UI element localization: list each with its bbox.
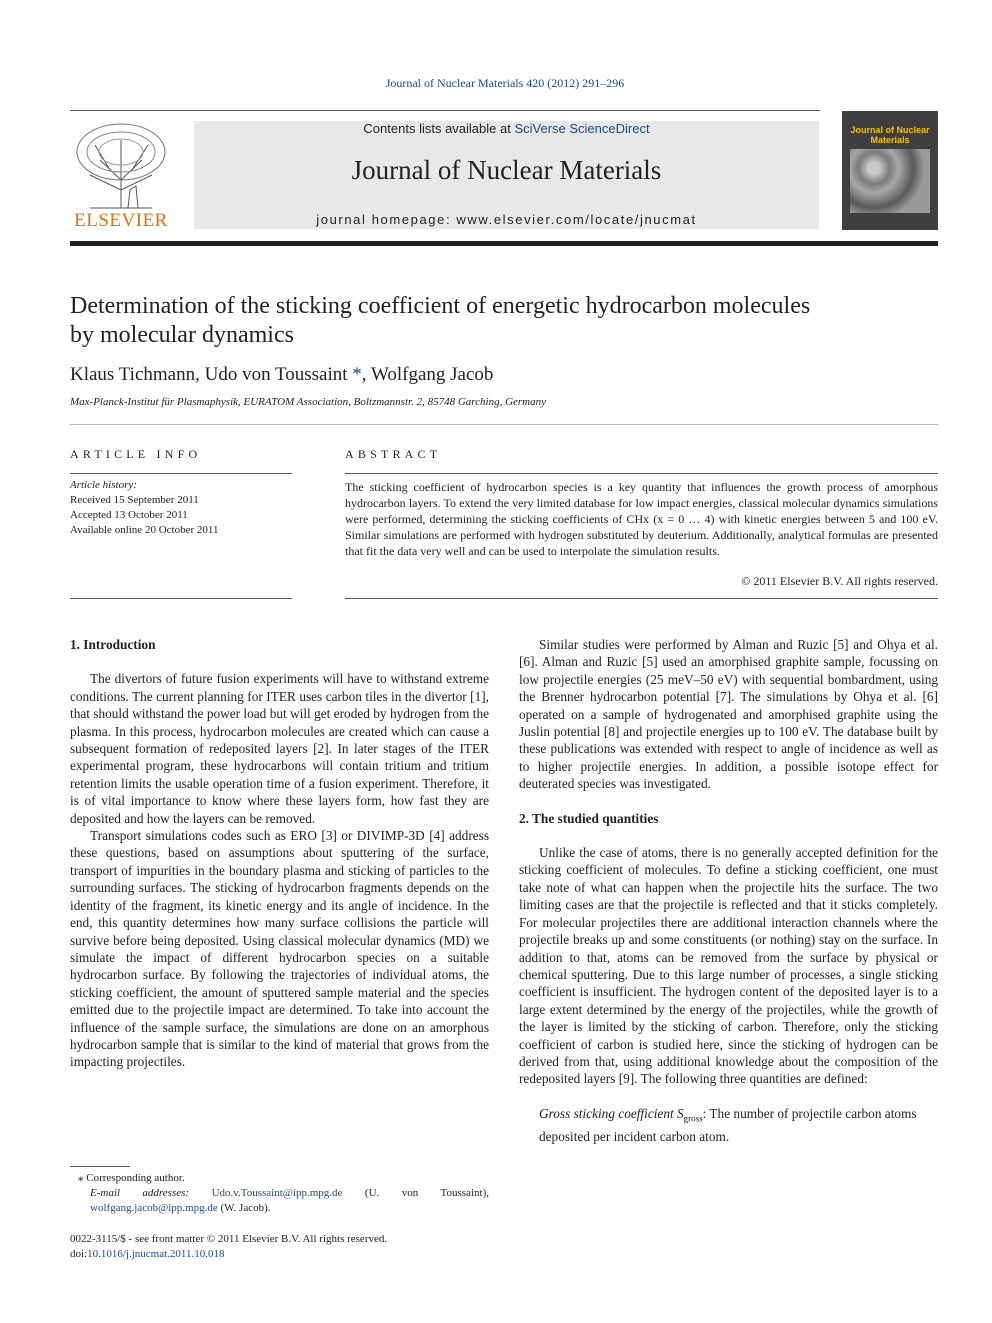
abstract-heading: ABSTRACT — [345, 447, 442, 461]
header-rule — [70, 110, 820, 111]
front-matter — [70, 1232, 387, 1262]
doi-link[interactable]: 10.1016/j.jnucmat.2011.10.018 — [87, 1248, 225, 1260]
issn-line: 0022-3115/$ - see front matter © 2011 Elsevier B.V. All rights reserved. — [70, 1233, 388, 1245]
online-date: Available online 20 October 2011 — [70, 524, 219, 536]
sciverse-link[interactable]: SciVerse ScienceDirect — [514, 121, 650, 136]
contents-line — [194, 121, 819, 136]
doi-line — [70, 1247, 387, 1262]
contents-prefix: Contents lists available at — [363, 121, 515, 136]
spacer — [70, 653, 489, 670]
email-name-jacob: (W. Jacob). — [217, 1202, 271, 1214]
definition-subscript: gross — [683, 1113, 703, 1124]
section-heading-introduction: 1. Introduction — [70, 637, 156, 652]
cover-title: Journal of Nuclear Materials — [850, 125, 930, 145]
received-date: Received 15 September 2011 — [70, 494, 199, 506]
definition-term: Gross sticking coefficient S — [539, 1105, 684, 1121]
journal-reference[interactable]: Journal of Nuclear Materials 420 (2012) 291–296 — [385, 76, 625, 90]
abstract-rule-bottom — [345, 598, 938, 599]
footnote — [70, 1171, 489, 1216]
email-link-jacob[interactable]: wolfgang.jacob@ipp.mpg.de — [90, 1202, 218, 1214]
body-right-column — [519, 636, 938, 1145]
definition-gross-sticking — [519, 1105, 938, 1145]
spacer — [519, 793, 938, 810]
email-name-toussaint: (U. von Toussaint), — [342, 1187, 489, 1199]
journal-homepage[interactable]: journal homepage: www.elsevier.com/locate/jnucmat — [316, 212, 697, 227]
spacer — [519, 827, 938, 844]
author-list — [70, 364, 493, 386]
email-label: E-mail addresses: — [90, 1187, 212, 1199]
email-link-toussaint[interactable]: Udo.v.Toussaint@ipp.mpg.de — [211, 1187, 343, 1199]
elsevier-wordmark: ELSEVIER — [74, 210, 168, 231]
corresponding-author-note: ⁎ Corresponding author. — [78, 1172, 185, 1184]
author-names-1: Klaus Tichmann, Udo von Toussaint — [70, 364, 353, 385]
corresponding-author-mark[interactable]: * — [352, 364, 362, 385]
footnote-rule — [70, 1166, 130, 1167]
section-heading-studied-quantities: 2. The studied quantities — [519, 810, 659, 826]
journal-banner — [194, 121, 819, 229]
email-line — [70, 1186, 489, 1216]
header-thick-rule — [70, 241, 938, 246]
abstract-text: The sticking coefficient of hydrocarbon species is a key quantity that influences the growth process of amorphous hydrocarbon layers. To extend the very limited database for low impact energies, classical molecular dynamics simulations were performed, determining the sticking coefficients of CHx (x = 0 … 4) with kinetic energies between 5 and 100 eV. Similar simulations are performed with hydrogen substituted by deuterium. Additionally, analytical formulas are presented that fit the data very well and can be used to interpolate the simulation results. — [345, 480, 938, 558]
accepted-date: Accepted 13 October 2011 — [70, 509, 188, 521]
article-info-heading: ARTICLE INFO — [70, 447, 202, 461]
paragraph: Transport simulations codes such as ERO [3] or DIVIMP-3D [4] address these questions, based on assumptions about sputtering of the surface, transport of impurities in the boundary plasma and sticking of particles to the surrounding surfaces. The sticking of hydrocarbon fragments depends on the identity of the fragment, its kinetic energy and its angle of incidence. In the end, this quantity determines how many surface collisions the particle will survive before being deposited. Using classical molecular dynamics (MD) we simulate the impact of different hydrocarbon species on a suitable hydrocarbon surface. By following the trajectories of individual atoms, the sticking coefficient, the amount of sputtered sample material and the species emitted due to the projectile impact are determined. To take into account the influence of the sample surface, the simulations are done on an amorphous hydrocarbon sample that is similar to the kind of material that grows from the impacting projectiles. — [70, 828, 489, 1070]
paragraph: Unlike the case of atoms, there is no generally accepted definition for the sticking coefficient of molecules. To define a sticking coefficient, one must take note of what can happen when the projectile hits the surface. The two limiting cases are that the projectile is reflected and that it sticks completely. For molecular projectiles there are additional interaction channels where the projectile breaks up and some constituents (or nothing) stay on the surface. In addition to that, atoms can be removed from the surface by physical or chemical sputtering. Due to this large number of processes, a single sticking coefficient is insufficient. The hydrogen content of the deposited layer is to a large extent determined by the energy of the projectiles, while the growth of the layer is limited by the sticking of carbon. Therefore, only the sticking coefficient of carbon is studied here, since the sticking of hydrogen can be derived from that, using additional knowledge about the composition of the redeposited layers [9]. The following three quantities are defined: — [519, 845, 938, 1087]
author-names-2: , Wolfgang Jacob — [361, 364, 494, 385]
divider — [70, 424, 938, 425]
copyright: © 2011 Elsevier B.V. All rights reserved. — [741, 574, 938, 588]
info-rule — [70, 473, 292, 474]
affiliation: Max-Planck-Institut für Plasmaphysik, EURATOM Association, Boltzmannstr. 2, 85748 Garching, Germany — [70, 396, 547, 408]
journal-title: Journal of Nuclear Materials — [351, 155, 662, 185]
spacer — [519, 1088, 938, 1105]
paragraph: Similar studies were performed by Alman and Ruzic [5] and Ohya et al. [6]. Alman and Ruzic [5] used an amorphised graphite sample, focussing on low projectile energies (25 meV–50 eV) with sequential bombardment, using the Brenner hydrocarbon potential [7]. The simulations by Ohya et al. [6] operated on a sample of hydrogenated and amorphised graphite using the Juslin potential [8] and projectile energies up to 100 eV. The database built by these publications was extended with respect to angle of incidence as well as to higher projectile energies. In addition, a possible isotope effect for deuterated species was investigated. — [519, 637, 938, 792]
article-title — [70, 292, 930, 350]
definition-text: : The number of projectile carbon atoms deposited per incident carbon atom. — [539, 1105, 917, 1144]
info-rule-bottom — [70, 598, 292, 599]
cover-image — [850, 149, 930, 213]
title-line-2: by molecular dynamics — [70, 322, 294, 348]
doi-label: doi: — [70, 1248, 88, 1260]
history-label: Article history: — [70, 479, 137, 491]
title-line-1: Determination of the sticking coefficient of energetic hydrocarbon molecules — [70, 293, 811, 319]
abstract-rule — [345, 473, 938, 474]
paragraph: The divertors of future fusion experiments will have to withstand extreme conditions. The current planning for ITER uses carbon tiles in the divertor [1], that should withstand the power load but will get eroded by hydrogen from the plasma. In this process, hydrocarbon molecules are created which can cause a subsequent formation of redeposited layers [2]. In later stages of the ITER experimental program, these hydrocarbons will contain tritium and tritium retention limits the usable operation time of a fusion experiment. Therefore, it is of vital importance to know where these layers form, how fast they are deposited and how the layers can be removed. — [70, 671, 489, 826]
journal-cover-thumbnail — [842, 111, 938, 230]
body-left-column — [70, 636, 489, 1071]
article-history — [70, 478, 218, 538]
